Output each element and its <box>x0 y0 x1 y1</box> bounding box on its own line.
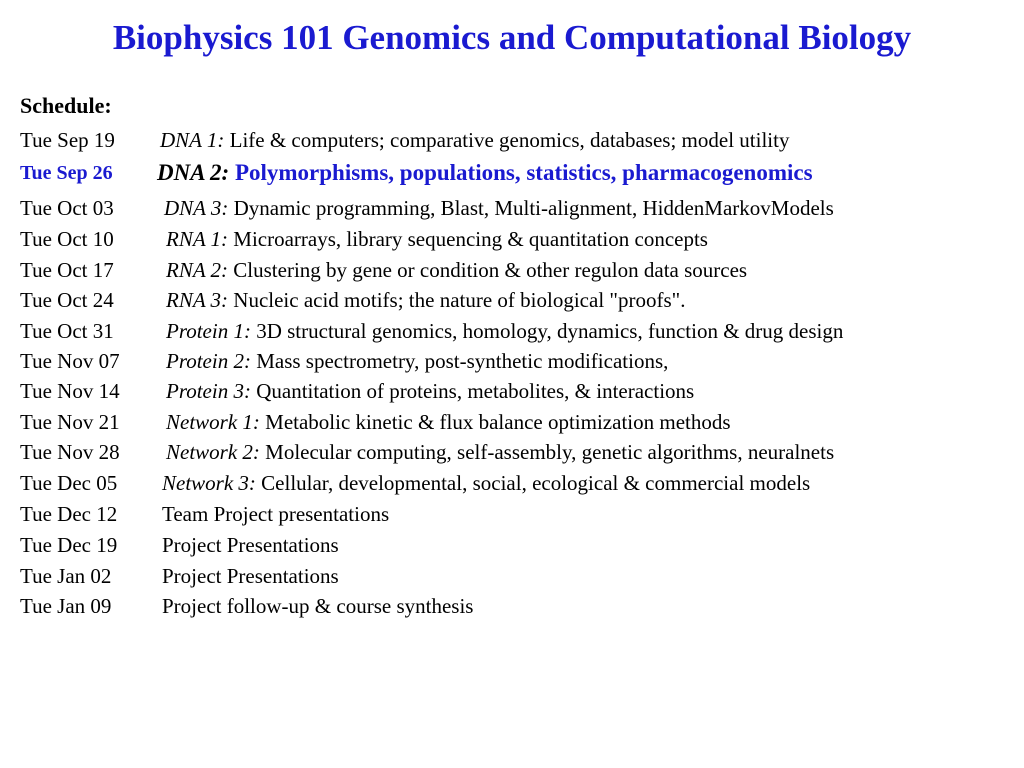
schedule-topic-description: Team Project presentations <box>162 502 390 526</box>
schedule-date: Tue Oct 31 <box>20 319 114 343</box>
schedule-topic <box>166 257 747 283</box>
schedule-topic-description: Microarrays, library sequencing & quantitation concepts <box>233 227 708 251</box>
schedule-date: Tue Nov 21 <box>20 410 120 434</box>
schedule-topic <box>166 439 834 465</box>
schedule-topic-description: Dynamic programming, Blast, Multi-alignment, HiddenMarkovModels <box>233 196 834 220</box>
schedule-date: Tue Oct 24 <box>20 288 114 312</box>
schedule-topic-label: DNA 2: <box>157 160 230 185</box>
schedule-date: Tue Jan 02 <box>20 564 112 588</box>
schedule-topic-description: Project follow-up & course synthesis <box>162 594 474 618</box>
schedule-topic-description: Project Presentations <box>162 533 339 557</box>
schedule-date: Tue Jan 09 <box>20 594 112 618</box>
schedule-topic-label: RNA 2: <box>166 258 229 282</box>
schedule-topic <box>162 563 339 589</box>
schedule-topic-label: Network 1: <box>166 410 260 434</box>
schedule-topic-label: DNA 1: <box>160 128 225 152</box>
schedule-topic-description: Nucleic acid motifs; the nature of biological "proofs". <box>233 288 686 312</box>
schedule-topic-description: 3D structural genomics, homology, dynamics, function & drug design <box>256 319 844 343</box>
schedule-topic <box>162 470 810 496</box>
schedule-topic-label: Network 3: <box>162 471 256 495</box>
schedule-topic <box>166 409 731 435</box>
page-title: Biophysics 101 Genomics and Computational Biology <box>112 18 912 57</box>
schedule-date: Tue Dec 05 <box>20 471 118 495</box>
schedule-topic-description: Project Presentations <box>162 564 339 588</box>
schedule-topic-description: Metabolic kinetic & flux balance optimization methods <box>265 410 731 434</box>
schedule-topic-description: Life & computers; comparative genomics, databases; model utility <box>229 128 790 152</box>
schedule-topic <box>166 226 708 252</box>
schedule-date: Tue Sep 26 <box>20 162 113 184</box>
schedule-topic <box>164 195 834 221</box>
schedule-topic-label: Protein 1: <box>166 319 251 343</box>
schedule-date: Tue Oct 10 <box>20 227 114 251</box>
schedule-topic-label: RNA 3: <box>166 288 229 312</box>
schedule-date: Tue Oct 17 <box>20 258 114 282</box>
schedule-heading: Schedule: <box>20 93 112 118</box>
schedule-topic-label: Network 2: <box>166 440 260 464</box>
schedule-date: Tue Nov 07 <box>20 349 120 373</box>
schedule-date: Tue Sep 19 <box>20 128 115 152</box>
schedule-date: Tue Oct 03 <box>20 196 114 220</box>
schedule-topic <box>166 287 685 313</box>
schedule-topic-label: Protein 2: <box>166 349 251 373</box>
schedule-date: Tue Dec 19 <box>20 533 118 557</box>
schedule-topic <box>162 501 389 527</box>
schedule-topic-label: DNA 3: <box>164 196 229 220</box>
schedule-topic-description: Molecular computing, self-assembly, genetic algorithms, neuralnets <box>265 440 835 464</box>
schedule-topic <box>166 348 668 374</box>
schedule-topic <box>162 593 473 619</box>
schedule-topic-description: Cellular, developmental, social, ecological & commercial models <box>261 471 811 495</box>
schedule-topic <box>166 318 843 344</box>
schedule-topic-description: Polymorphisms, populations, statistics, pharmacogenomics <box>234 160 813 185</box>
schedule-topic-description: Mass spectrometry, post-synthetic modifications, <box>256 349 669 373</box>
schedule-date: Tue Nov 28 <box>20 440 120 464</box>
schedule-topic <box>166 378 694 404</box>
schedule-topic <box>157 160 813 186</box>
schedule-date: Tue Dec 12 <box>20 502 118 526</box>
schedule-topic <box>160 127 789 153</box>
schedule-topic-description: Quantitation of proteins, metabolites, & interactions <box>256 379 695 403</box>
schedule-topic-label: Protein 3: <box>166 379 251 403</box>
schedule-topic-label: RNA 1: <box>166 227 229 251</box>
schedule-topic-description: Clustering by gene or condition & other regulon data sources <box>233 258 748 282</box>
schedule-date: Tue Nov 14 <box>20 379 120 403</box>
schedule-topic <box>162 532 339 558</box>
